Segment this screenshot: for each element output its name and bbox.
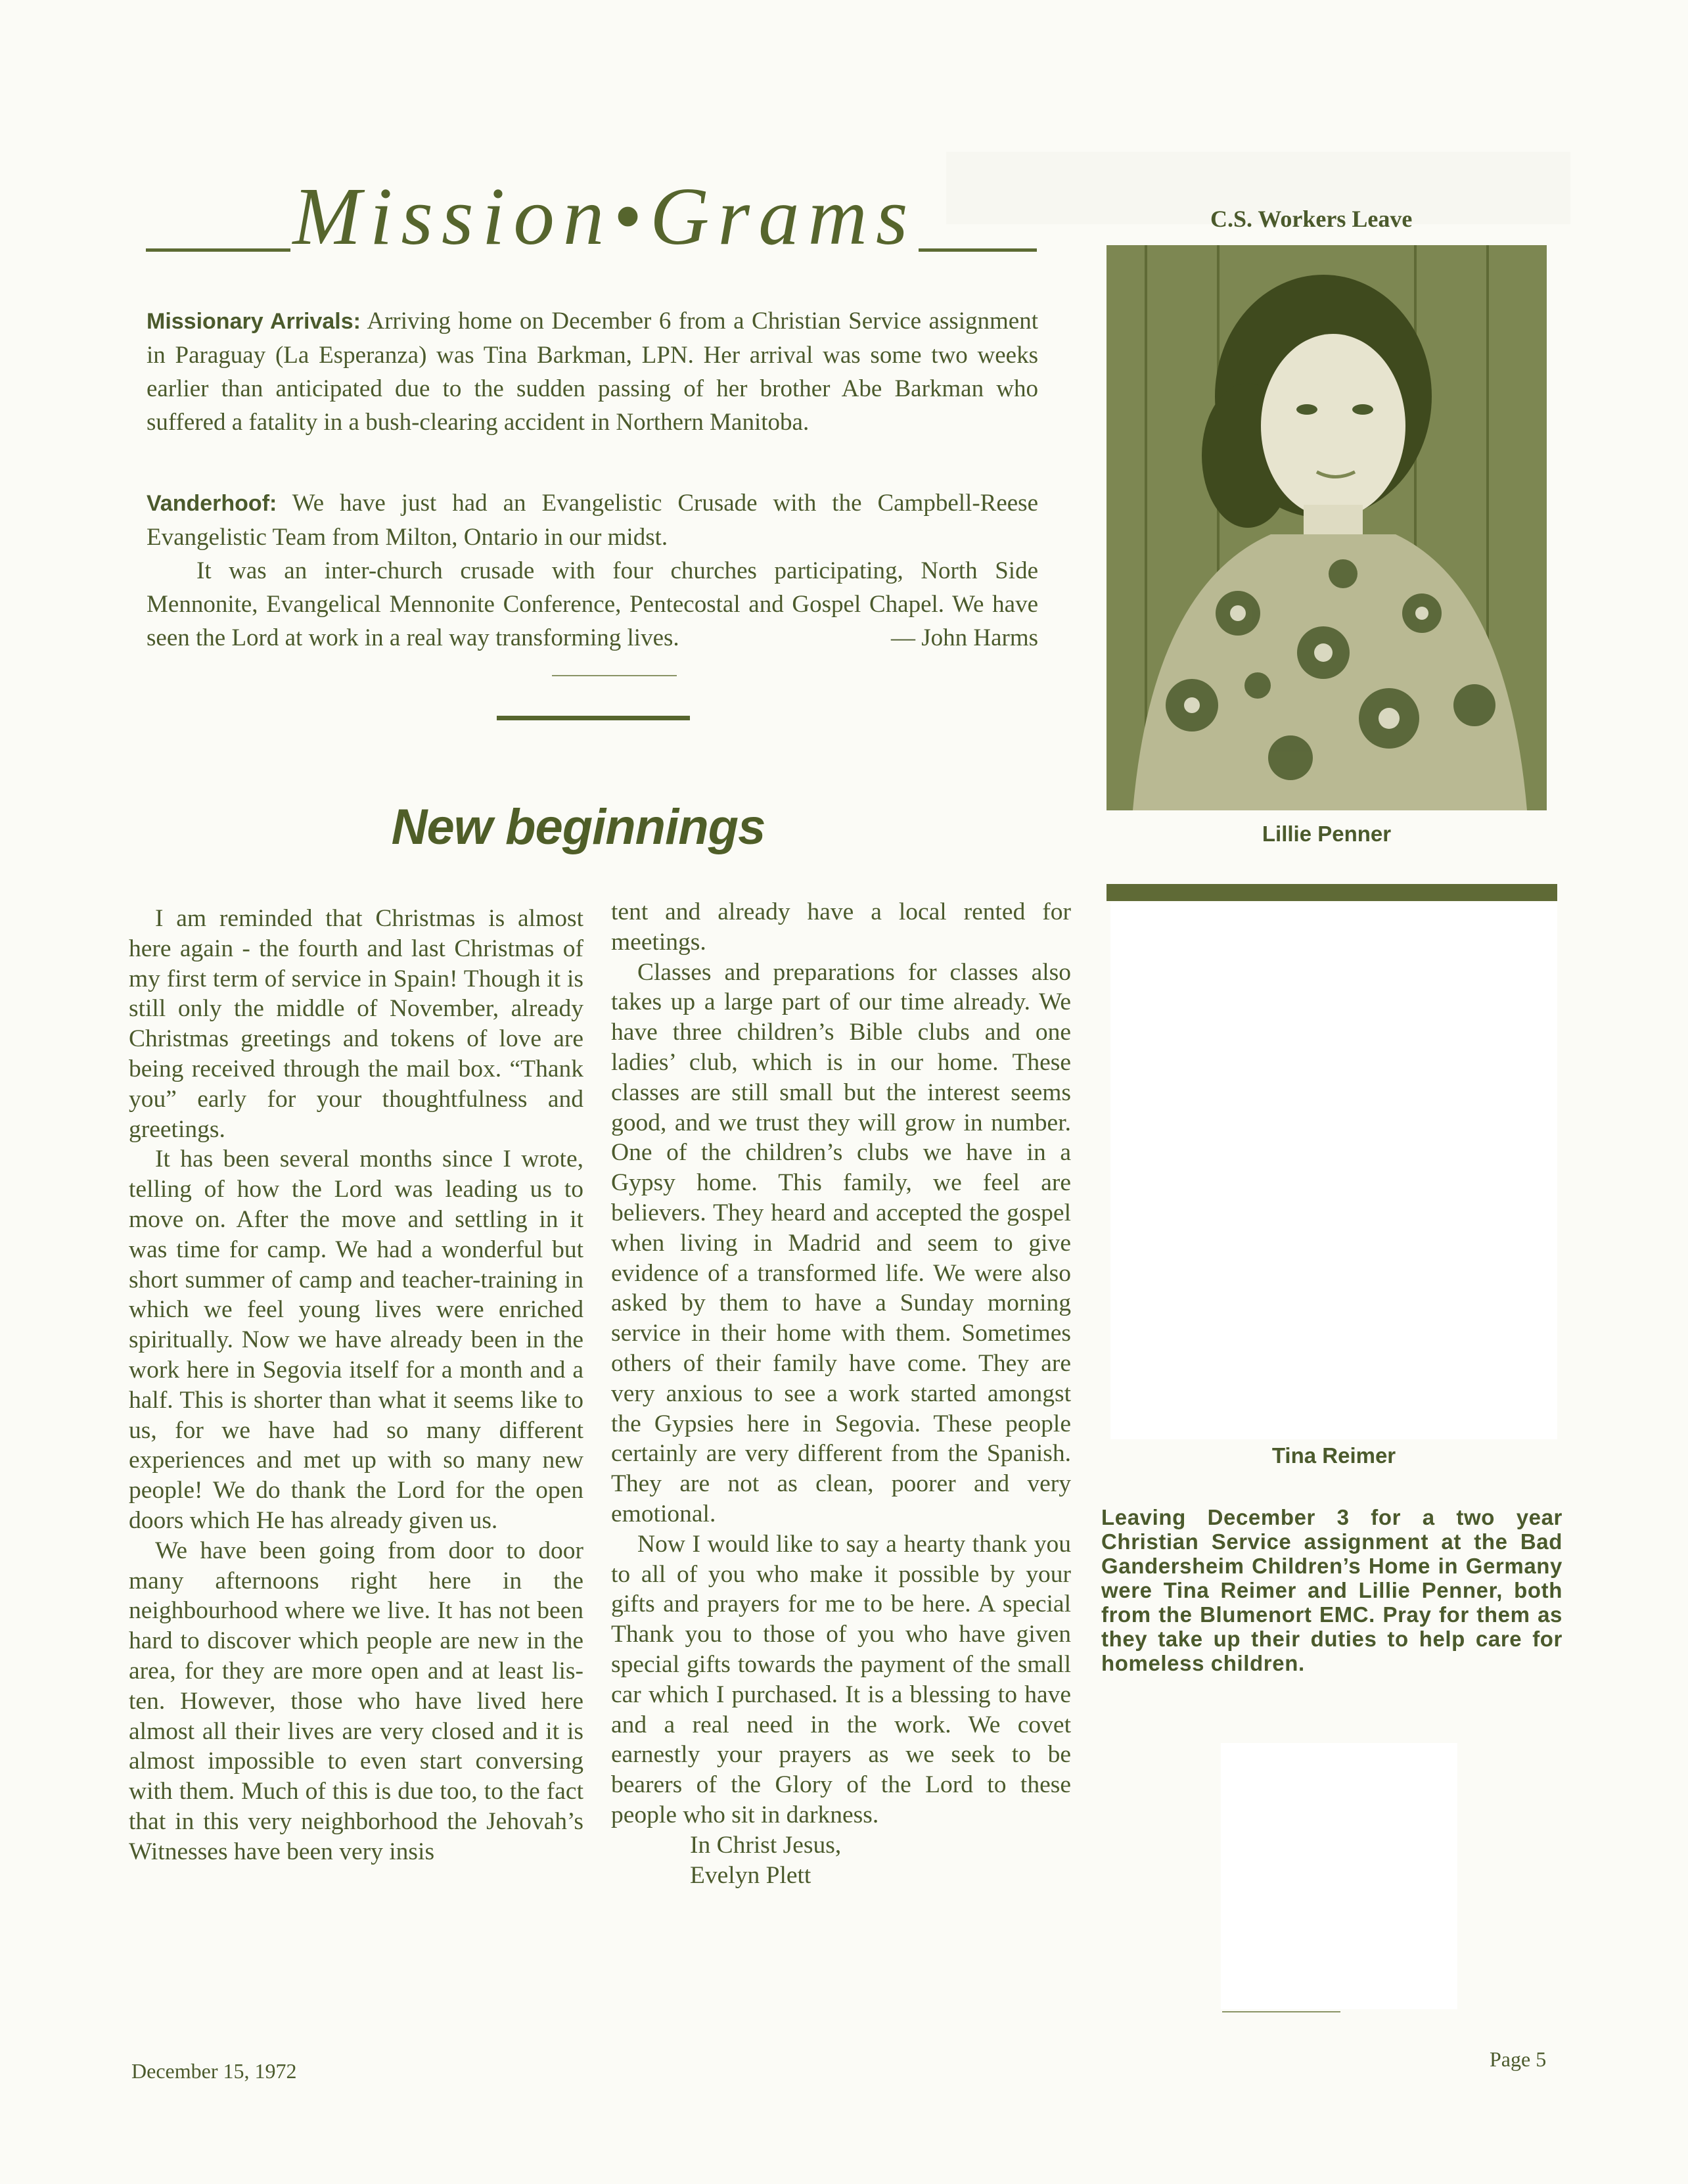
masthead-rule-left [146, 248, 290, 252]
article-closing: In Christ Jesus, [690, 1831, 842, 1859]
article-paragraph: Now I would like to say a hearty thank you to all of you who make it possible by your gifts and prayers for me to be here. A special Thank you to those of you who have given special gifts towards the payment of the small car which I purchased. It is a blessing to have and a real need in the work. We covet earnestly your prayers as we seek to be bearers of the Glory of the Lord to these people who sit in darkness. [611, 1530, 1071, 1828]
vanderhoof-text: We have just had an Evangelistic Crusade with the Campbell-Reese Evangelistic Team from Milton, Ontario in our midst. [147, 490, 1038, 551]
arrivals-label: Missionary Arrivals: [147, 309, 361, 334]
portrait-illustration [1106, 245, 1547, 810]
issue-date: December 15, 1972 [131, 2059, 297, 2083]
vanderhoof-signature: — John Harms [890, 624, 1038, 651]
article-column-1 [129, 904, 583, 1867]
ghost-bleed-through [946, 141, 1570, 254]
cs-workers-text: Leaving December 3 for a two year Christian Service assignment at the Bad Gandersheim Children’s Home in Germany were Tina Reimer and Lillie Penner, both from the Blumenort EMC. Pray for them as they take up their duties to help care for homeless children. [1101, 1505, 1563, 1675]
vanderhoof-text-2: It was an inter-church crusade with four churches participating, North Side Mennonite, Evangelical Mennonite Conference, Pentecostal and Gospel Chapel. We have seen the Lord at work in a real way transforming lives. [147, 557, 1038, 651]
vanderhoof-item [147, 486, 1038, 655]
section-divider [497, 716, 690, 720]
article-paragraph-continuation: tent and already have a local rented for meetings. [611, 898, 1071, 956]
article-signature: Evelyn Plett [690, 1861, 811, 1889]
cs-workers-heading: C.S. Workers Leave [1210, 206, 1413, 232]
article-paragraph: Classes and preparations for classes also takes up a large part of our time already. We have three children’s Bible clubs and one ladies’ club, which is in our home. These classes are still small but the interest seems good, and we trust they will grow in number. One of the children’s clubs we have in a Gypsy home. This family, we feel are believers. They heard and accepted the gospel when living in Madrid and seem to give evidence of a transformed life. We were also asked by them to have a Sunday morning service in their home with them. Sometimes others of their family have come. They are very anxious to see a work started amongst the Gypsies here in Segovia. These people certainly are very different from the Spanish. They are not as clean, poorer and very emotional. [611, 958, 1071, 1527]
short-rule [552, 675, 677, 676]
vanderhoof-label: Vanderhoof: [147, 491, 277, 516]
article-paragraph: It has been several months since I wrote, telling of how the Lord was leading us to move on. After the move and settling in it was time for camp. We had a wonderful but short summer of camp and teacher-training in which we feel young lives were enriched spiritually. Now we have already been in the work here in Segovia itself for a month and a half. This is shorter than what it seems like to us, for we have had so many different experiences and met up with so many new people! We do thank the Lord for the open doors which He has already given us. [129, 1146, 583, 1534]
masthead-title: Mission•Grams [292, 172, 917, 262]
blank-image-area [1221, 1743, 1457, 2009]
arrivals-text: Arriving home on December 6 from a Christian Service assignment in Paraguay (La Esperanza) was Tina Barkman, LPN. Her arrival was some two weeks earlier than anticipated due to the sudden passing of her brother Abe Barkman who suffered a fatality in a bush-clearing accident in Northern Manitoba. [147, 308, 1038, 436]
lillie-penner-photo [1106, 245, 1547, 810]
short-rule-bottom [1222, 2011, 1340, 2012]
photo-caption-tina: Tina Reimer [1271, 1443, 1396, 1468]
page-number: Page 5 [1490, 2047, 1547, 2071]
photo-top-border [1106, 884, 1557, 901]
article-title: New beginnings [391, 799, 765, 855]
article-column-2 [611, 897, 1071, 1890]
masthead-rule-right [919, 248, 1037, 252]
tina-reimer-photo-placeholder [1110, 902, 1557, 1439]
photo-caption-lillie: Lillie Penner [1262, 822, 1392, 846]
missionary-arrivals-item [147, 304, 1038, 439]
article-paragraph: I am reminded that Christmas is almost here again - the fourth and last Christmas of my first term of service in Spain! Though it is still only the middle of November, already Christmas greetings and tokens of love are being received through the mail box. “Thank you” early for your thoughtfulness and greetings. [129, 905, 583, 1143]
article-paragraph: We have been going from door to door many afternoons right here in the neighbourhood where we live. It has not been hard to discover which people are new in the area, for they are more open and at least listen. However, those who have lived here almost all their lives are very closed and it is almost impossible to even start conversing with them. Much of this is due too, to the fact that in this very neighborhood the Jehovah’s Witnesses have been very insis [129, 1537, 583, 1865]
